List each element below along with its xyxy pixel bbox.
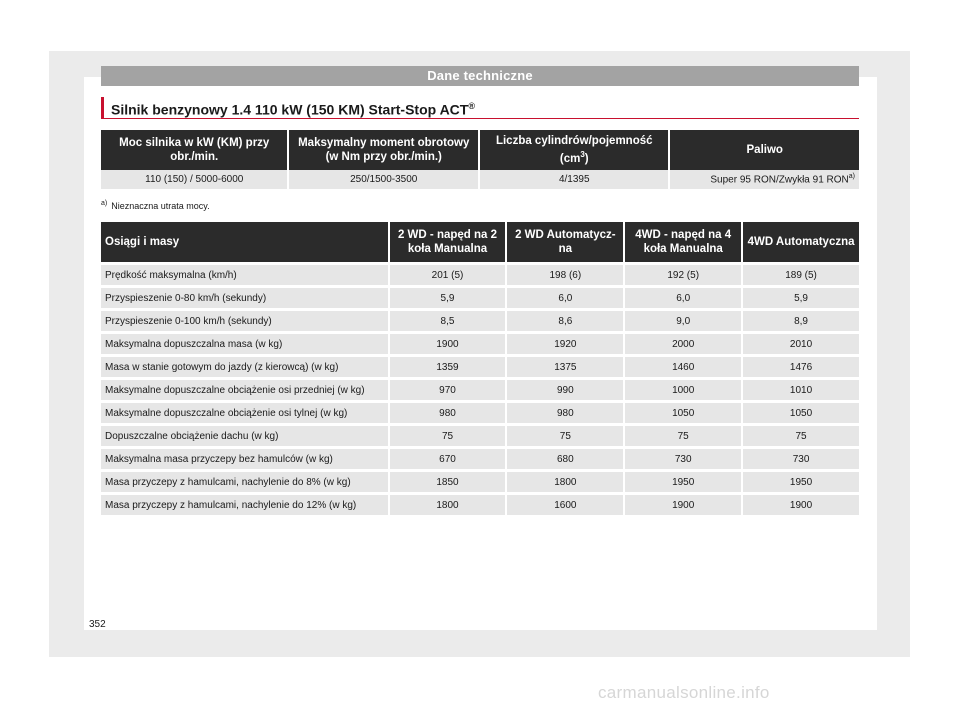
engine-col-power: Moc silnika w kW (KM) przy obr./min. <box>101 130 287 170</box>
row-value: 75 <box>625 423 741 446</box>
row-value: 75 <box>743 423 859 446</box>
row-value: 1850 <box>390 469 506 492</box>
row-value: 5,9 <box>743 285 859 308</box>
row-value: 1950 <box>743 469 859 492</box>
row-value: 8,9 <box>743 308 859 331</box>
row-value: 1900 <box>625 492 741 515</box>
row-value: 1476 <box>743 354 859 377</box>
row-label: Masa przyczepy z hamulcami, nachylenie do 12% (w kg) <box>101 492 388 515</box>
engine-fuel-text: Super 95 RON/Zwykła 91 RON <box>710 174 849 186</box>
row-value: 1000 <box>625 377 741 400</box>
row-label: Maksymalna dopuszczalna masa (w kg) <box>101 331 388 354</box>
row-value: 730 <box>625 446 741 469</box>
row-label: Przyspieszenie 0-80 km/h (sekundy) <box>101 285 388 308</box>
row-label: Maksymalne dopuszczalne obciążenie osi tylnej (w kg) <box>101 400 388 423</box>
row-value: 980 <box>390 400 506 423</box>
row-value: 980 <box>507 400 623 423</box>
table-row <box>101 354 859 377</box>
table-row <box>101 423 859 446</box>
row-value: 189 (5) <box>743 262 859 285</box>
footnote-text: Nieznaczna utrata mocy. <box>111 201 210 211</box>
row-value: 1050 <box>743 400 859 423</box>
engine-col-fuel: Paliwo <box>670 130 859 170</box>
table-row <box>101 285 859 308</box>
row-value: 1920 <box>507 331 623 354</box>
row-value: 1950 <box>625 469 741 492</box>
engine-col-cylinders <box>480 130 669 170</box>
table-row <box>101 308 859 331</box>
table-row <box>101 377 859 400</box>
section-title-text: Silnik benzynowy 1.4 110 kW (150 KM) Start-Stop ACT <box>111 101 469 118</box>
performance-table-body <box>101 262 859 515</box>
row-value: 970 <box>390 377 506 400</box>
engine-col-cylinders-text: Liczba cylindrów/pojemność (cm <box>495 135 653 165</box>
engine-table <box>99 130 861 189</box>
row-value: 192 (5) <box>625 262 741 285</box>
row-value: 730 <box>743 446 859 469</box>
row-label: Prędkość maksymalna (km/h) <box>101 262 388 285</box>
row-value: 680 <box>507 446 623 469</box>
row-value: 1600 <box>507 492 623 515</box>
row-value: 5,9 <box>390 285 506 308</box>
perf-col-4wd-auto: 4WD Automatyczna <box>743 222 859 262</box>
performance-table-header-row <box>101 222 859 262</box>
watermark: carmanualsonline.info <box>598 683 770 702</box>
perf-col-2wd-manual: 2 WD - napęd na 2 koła Manualna <box>390 222 506 262</box>
performance-table <box>99 222 861 515</box>
row-value: 1460 <box>625 354 741 377</box>
row-value: 75 <box>507 423 623 446</box>
engine-power-value: 110 (150) / 5000-6000 <box>101 170 287 189</box>
footnote <box>101 200 210 211</box>
row-value: 8,5 <box>390 308 506 331</box>
row-value: 75 <box>390 423 506 446</box>
row-label: Dopuszczalne obciążenie dachu (w kg) <box>101 423 388 446</box>
table-row <box>101 400 859 423</box>
row-value: 1800 <box>390 492 506 515</box>
table-row <box>101 469 859 492</box>
engine-fuel-value <box>670 170 859 189</box>
perf-col-4wd-manual: 4WD - napęd na 4 koła Manualna <box>625 222 741 262</box>
page-number: 352 <box>89 619 106 630</box>
row-value: 2010 <box>743 331 859 354</box>
chapter-header: Dane techniczne <box>101 66 859 86</box>
engine-col-cylinders-sup: 3 <box>580 150 585 160</box>
footnote-ref: a) <box>848 173 855 181</box>
row-value: 201 (5) <box>390 262 506 285</box>
footnote-mark: a) <box>101 200 108 207</box>
row-label: Przyspieszenie 0-100 km/h (sekundy) <box>101 308 388 331</box>
row-label: Maksymalna masa przyczepy bez hamulców (w kg) <box>101 446 388 469</box>
row-value: 2000 <box>625 331 741 354</box>
row-label: Masa przyczepy z hamulcami, nachylenie do 8% (w kg) <box>101 469 388 492</box>
table-row <box>101 446 859 469</box>
row-value: 1375 <box>507 354 623 377</box>
row-value: 990 <box>507 377 623 400</box>
row-value: 6,0 <box>625 285 741 308</box>
row-value: 9,0 <box>625 308 741 331</box>
engine-col-torque: Maksymalny moment obrotowy (w Nm przy obr./min.) <box>289 130 478 170</box>
engine-cylinders-value: 4/1395 <box>480 170 669 189</box>
engine-torque-value: 250/1500-3500 <box>289 170 478 189</box>
row-value: 1359 <box>390 354 506 377</box>
row-label: Masa w stanie gotowym do jazdy (z kierowcą) (w kg) <box>101 354 388 377</box>
row-value: 1900 <box>390 331 506 354</box>
table-row <box>101 331 859 354</box>
row-value: 670 <box>390 446 506 469</box>
table-row <box>101 170 859 189</box>
perf-col-2wd-auto: 2 WD Automatycz-na <box>507 222 623 262</box>
row-value: 6,0 <box>507 285 623 308</box>
row-value: 1050 <box>625 400 741 423</box>
engine-col-cylinders-close: ) <box>584 152 589 165</box>
engine-table-header-row <box>101 130 859 170</box>
table-row <box>101 262 859 285</box>
section-title <box>101 97 859 119</box>
row-value: 1900 <box>743 492 859 515</box>
row-value: 198 (6) <box>507 262 623 285</box>
row-value: 8,6 <box>507 308 623 331</box>
row-label: Maksymalne dopuszczalne obciążenie osi przedniej (w kg) <box>101 377 388 400</box>
table-row <box>101 492 859 515</box>
registered-mark: ® <box>468 101 475 111</box>
row-value: 1010 <box>743 377 859 400</box>
row-value: 1800 <box>507 469 623 492</box>
perf-col-label: Osiągi i masy <box>101 222 388 262</box>
